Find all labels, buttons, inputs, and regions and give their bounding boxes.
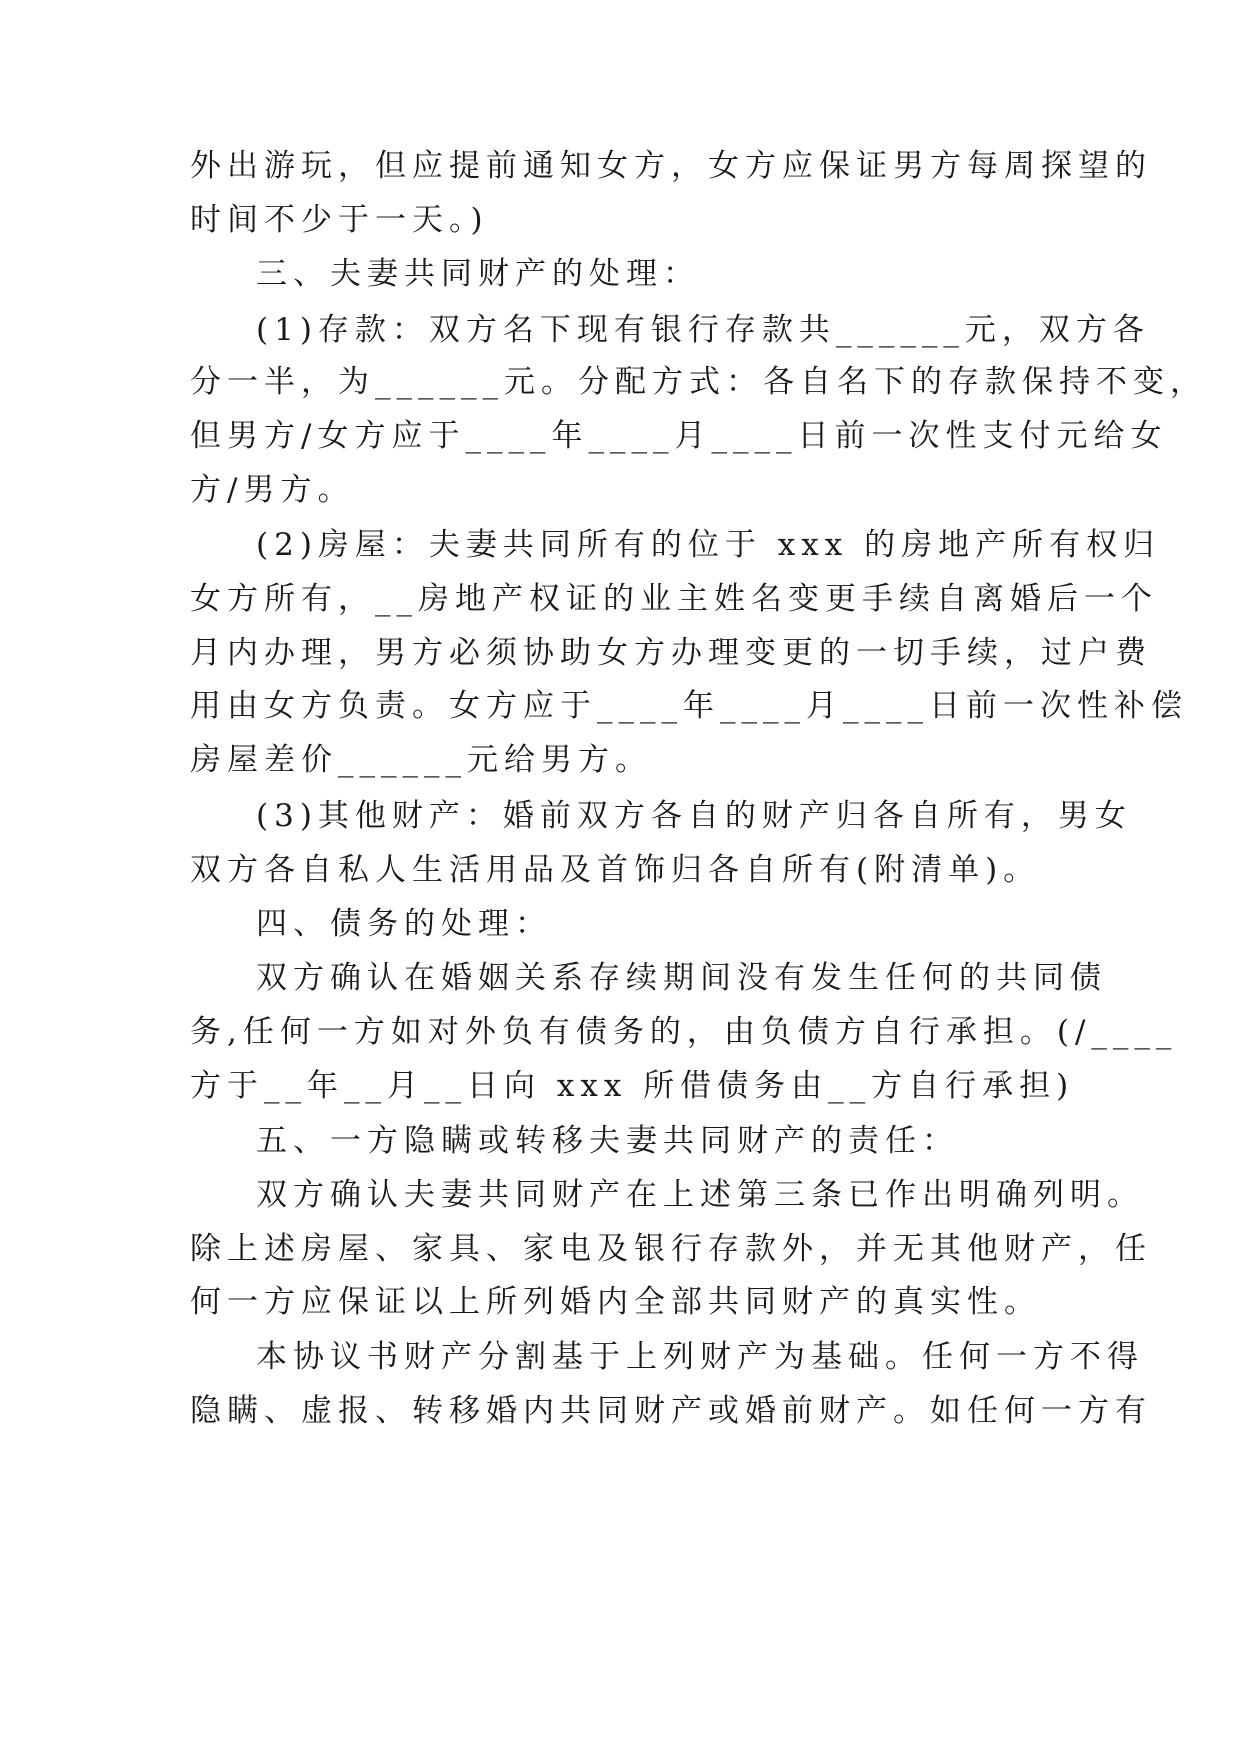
text-line: 双方确认夫妻共同财产在上述第三条已作出明确列明。	[256, 1177, 1144, 1213]
text-line: 分一半，为______元。分配方式：各自名下的存款保持不变，	[190, 364, 1207, 400]
text-line: 务,任何一方如对外负有债务的，由负债方自行承担。(/____	[190, 1014, 1178, 1050]
text-line: 月内办理，男方必须协助女方办理变更的一切手续，过户费	[190, 635, 1152, 671]
section-heading: 四、债务的处理：	[256, 906, 552, 942]
text-line: 但男方/女方应于____年____月____日前一次性支付元给女	[190, 418, 1168, 454]
section-heading: 五、一方隐瞒或转移夫妻共同财产的责任：	[256, 1123, 959, 1159]
text-line: (2)房屋：夫妻共同所有的位于 xxx 的房地产所有权归	[256, 527, 1161, 563]
text-line: (1)存款：双方名下现有银行存款共______元，双方各	[256, 312, 1150, 348]
section-heading: 三、夫妻共同财产的处理：	[256, 256, 700, 292]
text-line: 本协议书财产分割基于上列财产为基础。任何一方不得	[256, 1339, 1144, 1375]
text-line: 双方各自私人生活用品及首饰归各自所有(附清单)。	[190, 852, 1041, 888]
text-line: 外出游玩，但应提前通知女方，女方应保证男方每周探望的	[190, 148, 1152, 184]
text-line: 除上述房屋、家具、家电及银行存款外，并无其他财产，任	[190, 1231, 1152, 1267]
text-line: 方/男方。	[190, 472, 355, 508]
text-line: (3)其他财产：婚前双方各自的财产归各自所有，男女	[256, 798, 1132, 834]
text-line: 隐瞒、虚报、转移婚内共同财产或婚前财产。如任何一方有	[190, 1393, 1152, 1429]
text-line: 双方确认在婚姻关系存续期间没有发生任何的共同债	[256, 960, 1107, 996]
text-line: 女方所有，__房地产权证的业主姓名变更手续自离婚后一个	[190, 581, 1158, 617]
text-line: 何一方应保证以上所列婚内全部共同财产的真实性。	[190, 1284, 1041, 1320]
text-line: 房屋差价______元给男方。	[190, 742, 652, 778]
text-line: 方于__年__月__日向 xxx 所借债务由__方自行承担)	[190, 1068, 1075, 1104]
text-line: 时间不少于一天。)	[190, 202, 489, 238]
text-line: 用由女方负责。女方应于____年____月____日前一次性补偿	[190, 688, 1188, 724]
